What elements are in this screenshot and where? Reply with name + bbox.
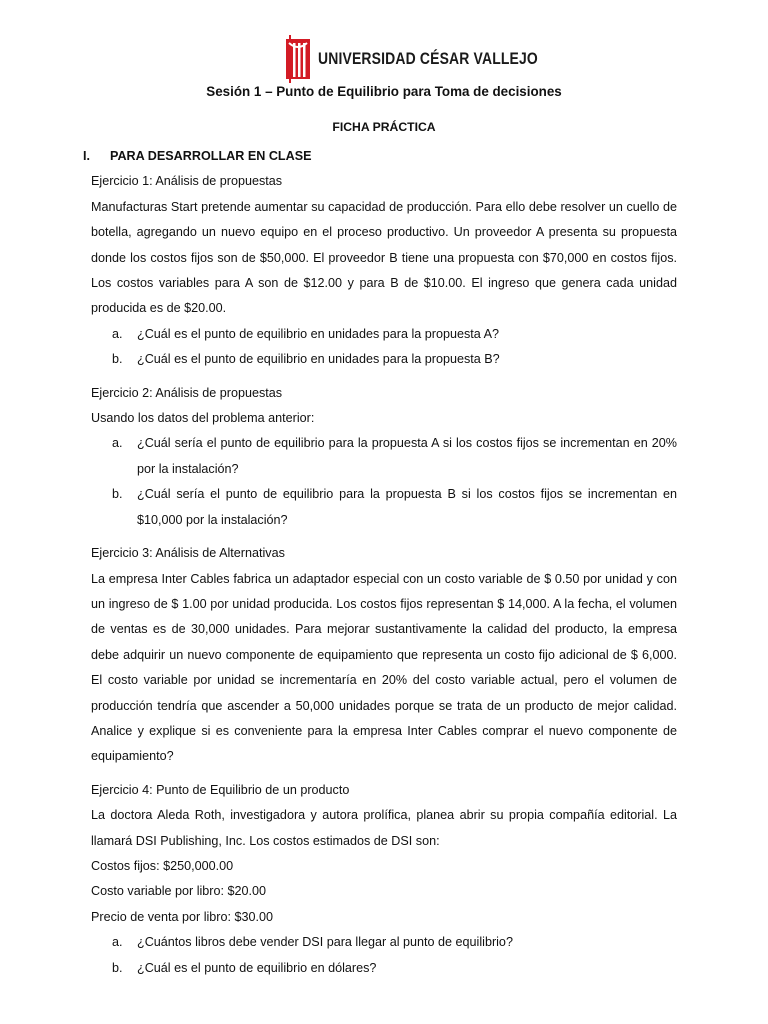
question-item <box>91 930 677 955</box>
exercise-text: Manufacturas Start pretende aumentar su capacidad de producción. Para ello debe resolver un cuello de botella, agregando un nuevo equipo en el proceso productivo. Un proveedor A presenta su propuesta donde los costos fijos son de $50,000. El proveedor B tiene una propuesta con $70,000 en costos fijos. Los costos variables para A son de $12.00 y para B de $10.00. El ingreso que genera cada unidad producida es de $20.00. <box>91 199 677 316</box>
section-number: I. <box>83 149 90 163</box>
question-item <box>91 482 677 533</box>
exercise-text: Usando los datos del problema anterior: <box>91 411 315 426</box>
question-marker: a. <box>112 436 123 451</box>
exercise-title: Ejercicio 4: Punto de Equilibrio de un producto <box>91 782 350 797</box>
exercise-2 <box>91 381 677 533</box>
question-item <box>91 431 677 482</box>
question-text: ¿Cuál es el punto de equilibrio en unidades para la propuesta A? <box>137 326 499 341</box>
question-marker: b. <box>112 487 123 502</box>
page-subtitle: FICHA PRÁCTICA <box>332 120 436 134</box>
logo-emblem-icon <box>286 35 310 83</box>
question-item <box>91 956 677 981</box>
question-marker: a. <box>112 326 123 341</box>
exercise-text: La empresa Inter Cables fabrica un adaptador especial con un costo variable de $ 0.50 por unidad y con un ingreso de $ 1.00 por unidad producida. Los costos fijos representan $ 14,000. A la fecha, el volumen de ventas es de 30,000 unidades. Para mejorar sustantivamente la calidad del producto, la empresa debe adquirir un nuevo componente de equipamiento que representa un costo fijo adicional de $ 6,000. El costo variable por unidad se incrementaría en 20% del costo variable actual, pero el volumen de producción tendría que ascender a 50,000 unidades porque se trata de un producto de mejor calidad. Analice y explique si es conveniente para la empresa Inter Cables comprar el nuevo componente de equipamiento? <box>91 571 677 764</box>
question-marker: b. <box>112 352 123 367</box>
question-marker: a. <box>112 935 123 950</box>
exercise-3 <box>91 541 677 770</box>
question-list <box>91 322 677 373</box>
exercise-text: La doctora Aleda Roth, investigadora y autora prolífica, planea abrir su propia compañía editorial. La llamará DSI Publishing, Inc. Los costos estimados de DSI son: <box>91 808 677 848</box>
section-heading <box>83 144 677 169</box>
document-body <box>83 144 677 981</box>
question-text: ¿Cuántos libros debe vender DSI para llegar al punto de equilibrio? <box>137 935 513 950</box>
exercise-title: Ejercicio 1: Análisis de propuestas <box>91 174 283 189</box>
logo-text: UNIVERSIDAD CÉSAR VALLEJO <box>318 49 538 68</box>
exercise-1 <box>91 169 677 372</box>
section-label: PARA DESARROLLAR EN CLASE <box>110 149 312 163</box>
question-list <box>91 431 677 533</box>
cost-line-variable: Costo variable por libro: $20.00 <box>91 884 267 899</box>
question-text: ¿Cuál es el punto de equilibrio en dólares? <box>137 960 377 975</box>
question-text: ¿Cuál sería el punto de equilibrio para la propuesta B si los costos fijos se incrementan en $10,000 por la instalación? <box>137 487 677 527</box>
cost-line-fixed: Costos fijos: $250,000.00 <box>91 858 234 873</box>
question-list <box>91 930 677 981</box>
cost-line-price: Precio de venta por libro: $30.00 <box>91 909 274 924</box>
question-marker: b. <box>112 960 123 975</box>
question-item <box>91 322 677 347</box>
exercise-4 <box>91 778 677 981</box>
exercise-title: Ejercicio 2: Análisis de propuestas <box>91 385 283 400</box>
page-title: Sesión 1 – Punto de Equilibrio para Toma de decisiones <box>206 84 562 99</box>
question-text: ¿Cuál sería el punto de equilibrio para la propuesta A si los costos fijos se incrementan en 20% por la instalación? <box>137 436 677 476</box>
university-logo <box>286 35 586 83</box>
exercise-title: Ejercicio 3: Análisis de Alternativas <box>91 546 285 561</box>
question-text: ¿Cuál es el punto de equilibrio en unidades para la propuesta B? <box>137 352 500 367</box>
question-item <box>91 347 677 372</box>
